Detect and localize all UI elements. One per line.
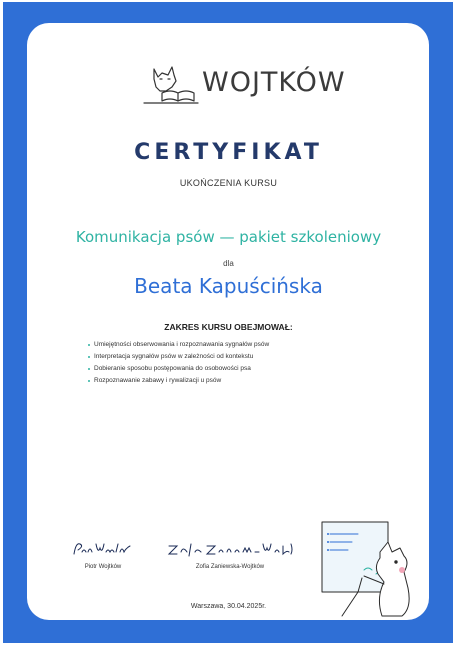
for-label: dla (223, 259, 234, 268)
signature-name-1: Piotr Wojtków (84, 564, 122, 570)
brand-logo (140, 61, 346, 107)
signature-name-2: Zofia Zaniewska-Wojtków (195, 564, 265, 570)
scope-list (88, 339, 269, 387)
handwritten-signature-1 (72, 540, 134, 558)
list-item: Rozpoznawanie zabawy i rywalizacji u psów (88, 375, 269, 387)
list-item: Umiejętności obserwowania i rozpoznawania sygnałów psów (88, 339, 269, 351)
dog-teacher-with-board-icon (318, 518, 428, 618)
signature-block-1 (68, 540, 138, 570)
scope-title: ZAKRES KURSU OBEJMOWAŁ: (164, 322, 293, 332)
signature-block-2 (160, 540, 300, 570)
dog-reading-book-icon (140, 61, 200, 107)
list-item: Dobieranie sposobu postępowania do osobowości psa (88, 363, 269, 375)
certificate-title: CERTYFIKAT (134, 140, 323, 165)
recipient-name: Beata Kapuścińska (134, 274, 323, 298)
list-item: Interpretacja sygnałów psów w zależności od kontekstu (88, 351, 269, 363)
brand-name: WOJTKÓW (202, 67, 346, 98)
handwritten-signature-2 (165, 540, 295, 558)
certificate-subtitle: UKOŃCZENIA KURSU (179, 178, 278, 188)
course-name: Komunikacja psów — pakiet szkoleniowy (75, 228, 382, 246)
place-date: Warszawa, 30.04.2025r. (190, 603, 267, 610)
